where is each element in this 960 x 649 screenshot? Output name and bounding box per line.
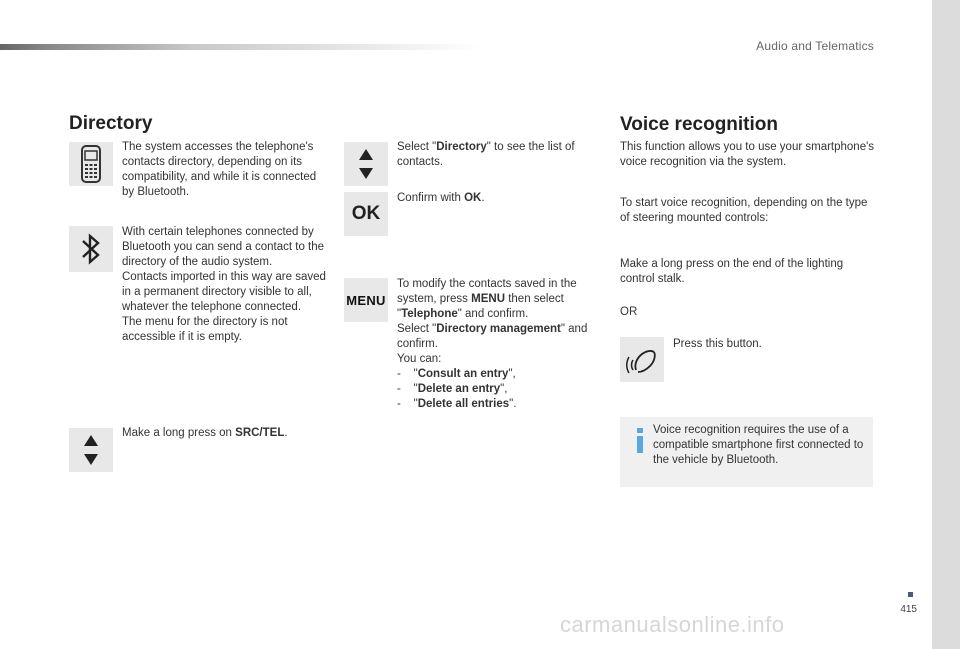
voice-intro-text: This function allows you to use your smartphone's voice recognition via the system.: [620, 141, 875, 168]
page-margin-bar: [932, 0, 960, 649]
long-press-prefix: Make a long press on: [122, 427, 236, 439]
modify-line: [397, 277, 592, 322]
directory-heading: Directory: [69, 113, 153, 134]
telephone-key: Telephone: [401, 308, 458, 320]
directory-management-line: [397, 322, 592, 352]
list-item: [397, 397, 592, 412]
long-press-suffix: .: [284, 427, 288, 439]
bluetooth-text-2: Contacts imported in this way are saved in a permanent directory visible to all, whatever the telephone connected.: [122, 271, 326, 313]
ok-label: OK: [351, 203, 381, 224]
option-pre: ": [413, 368, 418, 380]
option-post: ".: [509, 398, 517, 410]
page-number: 415: [900, 604, 917, 615]
up-down-arrows-icon: [344, 142, 388, 186]
confirm-suffix: .: [481, 192, 485, 204]
select-suffix: " to see the list of contacts.: [397, 141, 575, 168]
long-press-srctel-text: [122, 426, 327, 441]
press-button-text: Press this button.: [673, 338, 762, 350]
option-pre: ": [413, 383, 418, 395]
menu-label: MENU: [346, 292, 386, 308]
option-pre: ": [413, 398, 418, 410]
header-gradient-bar: [0, 44, 480, 50]
menu-key: MENU: [471, 293, 506, 305]
voice-command-icon: [620, 337, 664, 382]
delete-entry-key: Delete an entry: [417, 383, 501, 395]
bluetooth-paragraph: [122, 225, 327, 345]
option-post: ",: [500, 383, 508, 395]
voice-recognition-heading: Voice recognition: [620, 114, 779, 135]
phone-paragraph: The system accesses the telephone's contacts directory, depending on its compatibility, and while it is connected by Bluetooth.: [122, 141, 317, 198]
info-icon: [631, 425, 649, 455]
or-label: OR: [620, 306, 638, 318]
info-note-text: Voice recognition requires the use of a compatible smartphone first connected to the vehicle by Bluetooth.: [653, 424, 864, 466]
bluetooth-icon: [69, 226, 113, 272]
modify-part-4: Select ": [397, 323, 437, 335]
page-marker: [908, 592, 913, 597]
option-post: ",: [508, 368, 516, 380]
ok-key: OK: [464, 192, 482, 204]
directory-key: Directory: [436, 141, 487, 153]
bluetooth-text-1: With certain telephones connected by Bluetooth you can send a contact to the directory of the audio system.: [122, 226, 325, 268]
modify-part-3: " and confirm.: [457, 308, 529, 320]
bluetooth-text-3: The menu for the directory is not accessible if it is empty.: [122, 316, 288, 343]
select-prefix: Select ": [397, 141, 437, 153]
voice-long-press-text: Make a long press on the end of the lighting control stalk.: [620, 258, 844, 285]
modify-contacts-text: [397, 277, 592, 412]
select-directory-text: [397, 140, 592, 170]
modify-part-5: " and confirm.: [397, 323, 588, 350]
menu-button-icon: [344, 278, 388, 322]
ok-button-icon: [344, 192, 388, 236]
modify-part-2: then select ": [397, 293, 564, 320]
you-can-label: You can:: [397, 353, 442, 365]
directory-management-key: Directory management: [436, 323, 561, 335]
section-title: Audio and Telematics: [756, 39, 874, 53]
options-list: [397, 367, 592, 412]
confirm-ok-text: [397, 191, 592, 206]
list-item: [397, 382, 592, 397]
watermark: carmanualsonline.info: [560, 612, 785, 637]
consult-entry-key: Consult an entry: [417, 368, 509, 380]
list-item: [397, 367, 592, 382]
delete-all-entries-key: Delete all entries: [417, 398, 510, 410]
modify-part-1: To modify the contacts saved in the system, press: [397, 278, 577, 305]
phone-icon: [69, 142, 113, 186]
srctel-key: SRC/TEL: [235, 427, 285, 439]
voice-start-text: To start voice recognition, depending on the type of steering mounted controls:: [620, 197, 868, 224]
confirm-prefix: Confirm with: [397, 192, 465, 204]
up-down-arrows-icon: [69, 428, 113, 472]
